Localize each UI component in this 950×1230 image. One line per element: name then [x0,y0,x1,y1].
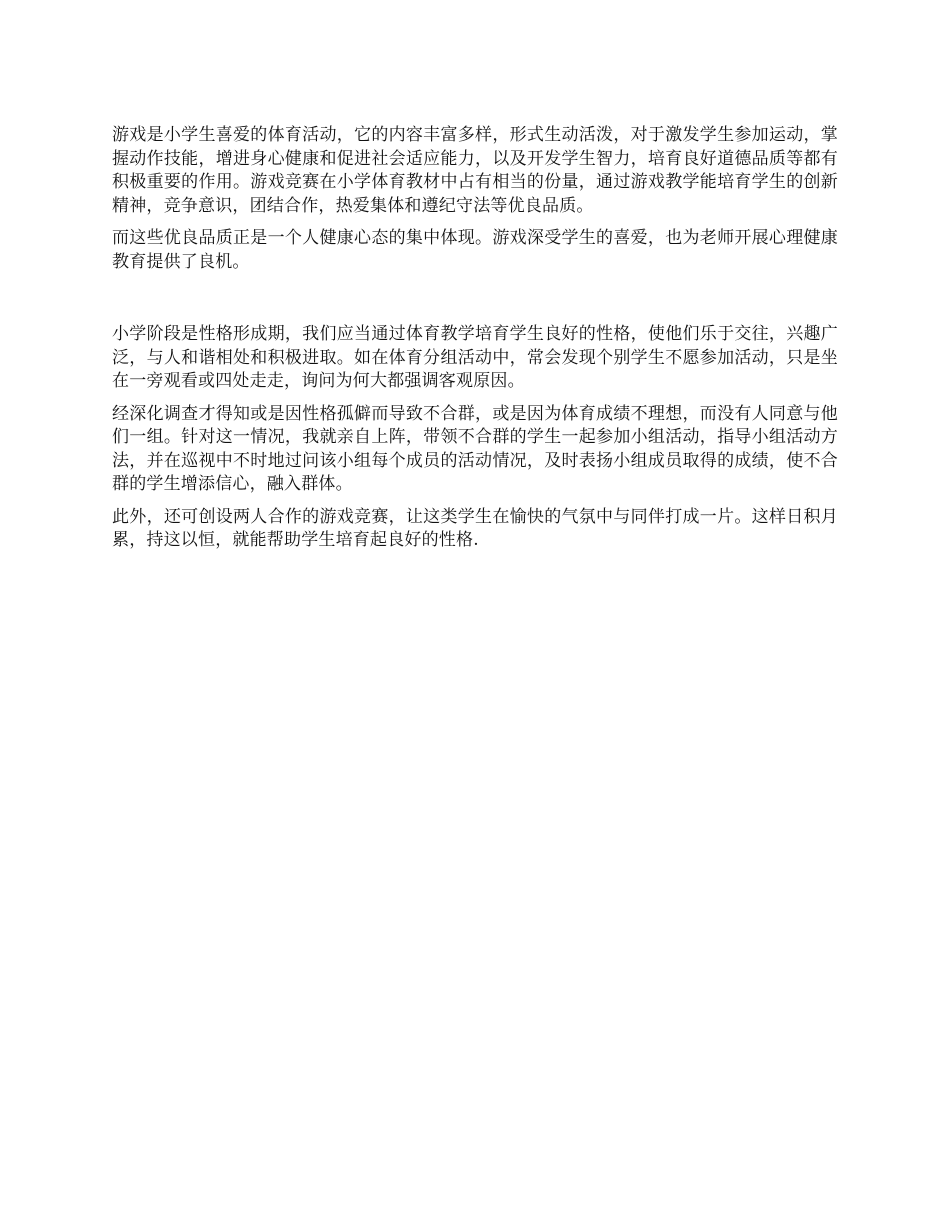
document-page [112,124,838,553]
paragraph-3: 小学阶段是性格形成期，我们应当通过体育教学培育学生良好的性格，使他们乐于交往，兴趣广泛，与人和谐相处和积极进取。如在体育分组活动中，常会发现个别学生不愿参加活动，只是坐在一旁观看或四处走走，询问为何大都强调客观原因。 [112,324,838,391]
paragraph-4: 经深化调查才得知或是因性格孤僻而导致不合群，或是因为体育成绩不理想，而没有人同意与他们一组。针对这一情况，我就亲自上阵，带领不合群的学生一起参加小组活动，指导小组活动方法，并在巡视中不时地过问该小组每个成员的活动情况，及时表扬小组成员取得的成绩，使不合群的学生增添信心，融入群体。 [112,403,838,494]
paragraph-1: 游戏是小学生喜爱的体育活动，它的内容丰富多样，形式生动活泼，对于激发学生参加运动，掌握动作技能，增进身心健康和促进社会适应能力，以及开发学生智力，培育良好道德品质等都有积极重要的作用。游戏竞赛在小学体育教材中占有相当的份量，通过游戏教学能培育学生的创新精神，竞争意识，团结合作，热爱集体和遵纪守法等优良品质。 [112,125,838,216]
section-gap [112,274,838,323]
paragraph-5: 此外，还可创设两人合作的游戏竞赛，让这类学生在愉快的气氛中与同伴打成一片。这样日积月累，持这以恒，就能帮助学生培育起良好的性格. [112,506,838,550]
paragraph-2: 而这些优良品质正是一个人健康心态的集中体现。游戏深受学生的喜爱，也为老师开展心理健康教育提供了良机。 [112,228,838,272]
paragraph-gap [112,497,838,506]
paragraph-gap [112,394,838,403]
paragraph-gap [112,218,838,227]
